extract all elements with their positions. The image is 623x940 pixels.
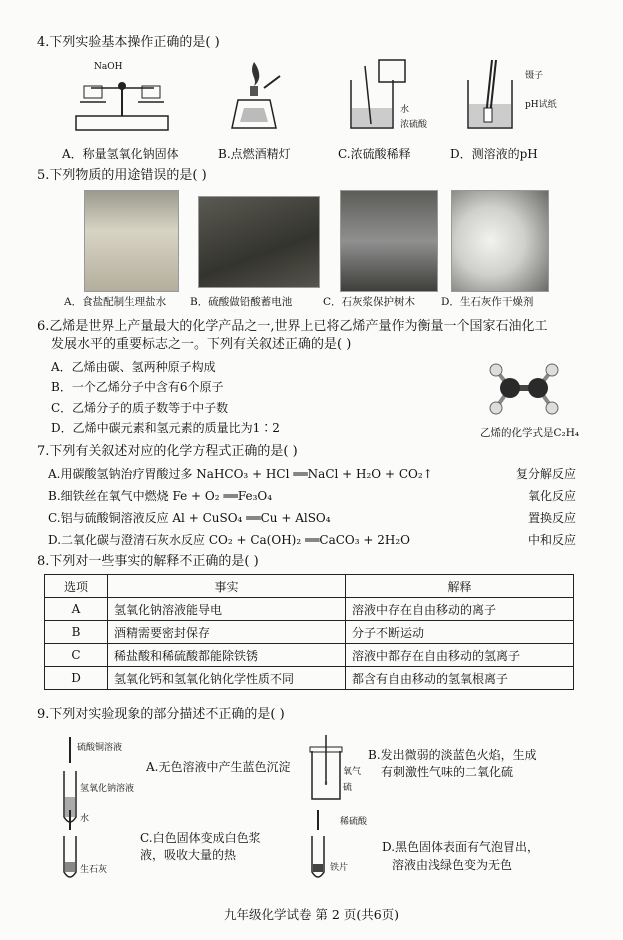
q5-option-b: B．硫酸做铅酸蓄电池 (190, 296, 293, 308)
alcohol-lamp-figure (224, 56, 284, 136)
q9-option-c-line2: 液，吸收大量的热 (140, 848, 237, 862)
q7-row-a (48, 465, 576, 483)
header-explanation: 解释 (346, 575, 574, 598)
row-b-explanation: 分子不断运动 (346, 621, 574, 644)
q6-stem-line2: 发展水平的重要标志之一。下列有关叙述正确的是( ) (51, 337, 352, 352)
q9-option-d-line2: 溶液由浅绿色变为无色 (392, 858, 513, 872)
q9-option-d-line1: D.黑色固体表面有气泡冒出， (382, 840, 540, 854)
row-b-option: B (45, 621, 108, 644)
row-b-fact: 酒精需要密封保存 (108, 621, 346, 644)
page-footer: 九年级化学试卷 第 2 页(共6页) (223, 907, 400, 922)
q9-option-c-line1: C.白色固体变成白色浆 (140, 831, 261, 845)
q6-option-d: D．乙烯中碳元素和氢元素的质量比为1∶2 (51, 421, 280, 435)
water-label: 水 (400, 105, 410, 115)
q4-option-d: D．测溶液的pH (450, 147, 538, 161)
q9-option-a: A.无色溶液中产生蓝色沉淀 (146, 760, 291, 774)
q9-d-figure (304, 808, 334, 886)
q5-option-a: A．食盐配制生理盐水 (64, 296, 167, 308)
q9-option-b-line1: B.发出微弱的淡蓝色火焰，生成 (368, 748, 537, 762)
q6-option-c: C．乙烯分子的质子数等于中子数 (51, 401, 229, 415)
table-row (45, 667, 574, 690)
q7-row-b-type: 氧化反应 (527, 489, 576, 503)
oxygen-label: 氧气 (343, 767, 362, 777)
row-c-fact: 稀盐酸和稀硫酸都能除铁锈 (108, 644, 346, 667)
q8-stem: 8.下列对一些事实的解释不正确的是( ) (37, 554, 259, 569)
q7-row-d-equation: D.二氧化碳与澄清石灰水反应 CO₂ + Ca(OH)₂ ══CaCO₃ + 2H₂O (48, 533, 411, 547)
ph-test-figure (462, 56, 522, 136)
salt-bag-image (84, 190, 179, 292)
ethylene-caption: 乙烯的化学式是C₂H₄ (480, 427, 580, 439)
dilute-acid-label: 稀硫酸 (340, 817, 368, 827)
q9-stem: 9.下列对实验现象的部分描述不正确的是( ) (37, 707, 285, 722)
tweezers-label: 镊子 (525, 71, 544, 81)
table-row (45, 644, 574, 667)
q7-row-d (48, 531, 576, 549)
naoh-label: NaOH (94, 62, 123, 72)
q7-row-c-type: 置换反应 (527, 511, 576, 525)
row-d-option: D (45, 667, 108, 690)
quicklime-label: 生石灰 (80, 865, 108, 875)
cuso4-label: 硫酸铜溶液 (77, 743, 123, 753)
q4-option-b: B.点燃酒精灯 (218, 147, 291, 161)
tree-trunk-image (340, 190, 438, 292)
naoh-solution-label: 氢氧化钠溶液 (80, 784, 135, 794)
q7-row-c (48, 509, 576, 527)
row-d-explanation: 都含有自由移动的氢氧根离子 (346, 667, 574, 690)
ethylene-model-figure (484, 356, 564, 421)
q7-row-c-equation: C.铝与硫酸铜溶液反应 Al + CuSO₄ ══Cu + AlSO₄ (48, 511, 331, 525)
q6-stem-line1: 6.乙烯是世界上产量最大的化学产品之一,世界上已将乙烯产量作为衡量一个国家石油化工 (37, 319, 548, 334)
lead-acid-battery-image (198, 196, 320, 288)
quicklime-image (451, 190, 549, 292)
iron-sheet-label: 铁片 (330, 863, 349, 873)
q9-b-figure (306, 735, 346, 805)
q7-row-b-equation: B.细铁丝在氧气中燃烧 Fe + O₂ ══Fe₃O₄ (48, 489, 273, 503)
header-fact: 事实 (108, 575, 346, 598)
header-option: 选项 (45, 575, 108, 598)
q8-table (44, 574, 574, 690)
table-header-row (45, 575, 574, 598)
conc-acid-label: 浓硫酸 (400, 120, 428, 130)
sulfur-label: 硫 (343, 783, 353, 793)
row-a-option: A (45, 598, 108, 621)
q7-row-b (48, 487, 576, 505)
row-c-option: C (45, 644, 108, 667)
table-row (45, 598, 574, 621)
row-a-fact: 氢氧化钠溶液能导电 (108, 598, 346, 621)
q7-row-d-type: 中和反应 (527, 533, 576, 547)
q5-stem: 5.下列物质的用途错误的是( ) (37, 168, 207, 183)
q5-option-d: D．生石灰作干燥剂 (441, 296, 534, 308)
q4-option-c: C.浓硫酸稀释 (338, 147, 411, 161)
table-row (45, 621, 574, 644)
q7-row-a-type: 复分解反应 (515, 467, 576, 481)
q4-stem: 4.下列实验基本操作正确的是( ) (37, 35, 220, 50)
q9-option-b-line2: 有刺激性气味的二氧化硫 (381, 765, 514, 779)
ph-paper-label: pH试纸 (525, 100, 557, 110)
q5-option-c: C．石灰浆保护树木 (323, 296, 416, 308)
q7-stem: 7.下列有关叙述对应的化学方程式正确的是( ) (37, 444, 298, 459)
q6-option-a: A．乙烯由碳、氢两种原子构成 (51, 360, 216, 374)
q7-row-a-equation: A.用碳酸氢钠治疗胃酸过多 NaHCO₃ + HCl ══NaCl + H₂O + CO₂↑ (48, 467, 433, 481)
q6-option-b: B．一个乙烯分子中含有6个原子 (51, 380, 224, 394)
row-c-explanation: 溶液中都存在自由移动的氢离子 (346, 644, 574, 667)
row-a-explanation: 溶液中存在自由移动的离子 (346, 598, 574, 621)
water-label-c: 水 (80, 814, 90, 824)
q4-option-a: A．称量氢氧化钠固体 (62, 147, 179, 161)
row-d-fact: 氢氧化钙和氢氧化钠化学性质不同 (108, 667, 346, 690)
